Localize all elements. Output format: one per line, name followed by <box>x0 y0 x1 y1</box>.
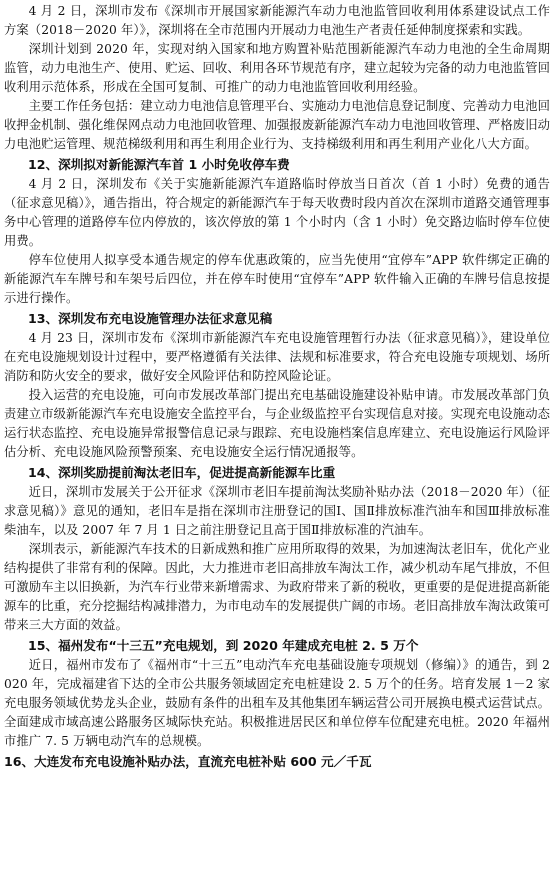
paragraph: 近日，福州市发布了《福州市“十三五”电动汽车充电基础设施专项规划（修编）》的通告，到 2020 年，完成福建省下达的全市公共服务领域固定充电桩建设 2. 5 万个的任务。培育发展 1－2 家充电服务领域优势龙头企业，鼓励有条件的出租车及其他集团车辆运营公司开展换电模式运营试点。全面建成市域高速公路服务区城际快充站。积极推进居民区和单位停车位配建充电桩。2020 年福州市推广 7. 5 万辆电动汽车的总规模。 <box>4 658 550 748</box>
paragraph: 停车位使用人拟享受本通告规定的停车优惠政策的，应当先使用“宜停车”APP 软件绑定正确的新能源汽车车牌号和车架号后四位，并在停车时使用“宜停车”APP 软件输入正确的车牌号信息按提示进行操作。 <box>4 253 550 305</box>
paragraph: 近日，深圳市发展关于公开征求《深圳市老旧车提前淘汰奖励补贴办法（2018－2020 年）（征求意见稿）》意见的通知，老旧车是指在深圳市注册登记的国Ⅰ、国Ⅱ排放标准汽油车和国Ⅲ排放标准柴油车，以及 2007 年 7 月 1 日之前注册登记且高于国Ⅱ排放标准的汽油车。 <box>4 485 550 537</box>
paragraph: 主要工作任务包括：建立动力电池信息管理平台、实施动力电池信息登记制度、完善动力电池回收押金机制、强化维保网点动力电池回收管理、加强报废新能源汽车动力电池回收管理、严格废旧动力电池贮运管理、规范梯级利用和再生利用企业行为、支持梯级利用和再生利用产业化八大方面。 <box>4 99 550 151</box>
section-heading: 12、深圳拟对新能源汽车首 1 小时免收停车费 <box>28 157 290 172</box>
paragraph: 深圳计划到 2020 年，实现对纳入国家和地方购置补贴范围新能源汽车动力电池的全生命周期监管，动力电池生产、使用、贮运、回收、利用各环节规范有序，建立起较为完备的动力电池监管回收利用示范体系，形成在全国可复制、可推广的动力电池监管回收利用经验。 <box>4 42 550 94</box>
paragraph: 4 月 23 日，深圳市发布《深圳市新能源汽车充电设施管理暂行办法（征求意见稿）》，建设单位在充电设施规划设计过程中，要严格遵循有关法律、法规和标准要求，符合充电设施专项规划、场所消防和防火安全的要求，做好安全风险评估和防控风险论证。 <box>4 331 550 383</box>
section-heading: 14、深圳奖励提前淘汰老旧车，促进提高新能源车比重 <box>28 465 336 480</box>
paragraph: 4 月 2 日，深圳发布《关于实施新能源汽车道路临时停放当日首次（首 1 小时）免费的通告（征求意见稿）》，通告指出，符合规定的新能源汽车于每天收费时段内首次在深圳市道路交通管理事务中心管理的道路停车位内停放的，该次停放的第 1 个小时内（含 1 小时）免交路边临时停车位使用费。 <box>4 177 550 248</box>
section-heading: 15、福州发布“十三五”充电规划，到 2020 年建成充电桩 2. 5 万个 <box>28 638 419 653</box>
section-heading: 16、大连发布充电设施补贴办法，直流充电桩补贴 600 元／千瓦 <box>4 754 372 769</box>
paragraph: 深圳表示，新能源汽车技术的日新成熟和推广应用所取得的效果，为加速淘汰老旧车，优化产业结构提供了非常有利的保障。因此，大力推进市老旧高排放车淘汰工作，减少机动车尾气排放，不但可激励车主以旧换新，为汽车行业带来新增需求、为政府带来了新的税收，更重要的是促进提高新能源车的比重，充分挖掘结构减排潜力，为市电动车的发展提供广阔的市场。老旧高排放车淘汰政策可带来三大方面的效益。 <box>4 542 550 632</box>
section-heading: 13、深圳发布充电设施管理办法征求意见稿 <box>28 311 273 326</box>
paragraph: 4 月 2 日，深圳市发布《深圳市开展国家新能源汽车动力电池监管回收利用体系建设试点工作方案（2018－2020 年）》，深圳将在全市范围内开展动力电池生产者责任延伸制度探索和实践。 <box>4 4 550 37</box>
paragraph: 投入运营的充电设施，可向市发展改革部门提出充电基础设施建设补贴申请。市发展改革部门负责建立市级新能源汽车充电设施安全监控平台，与企业级监控平台实现信息对接。实现充电设施动态运行状态监控、充电设施异常报警信息记录与跟踪、充电设施档案信息库建立、充电设施运行风险评估分析、充电设施风险预警预案、充电设施安全运行情况通报等。 <box>4 388 550 459</box>
